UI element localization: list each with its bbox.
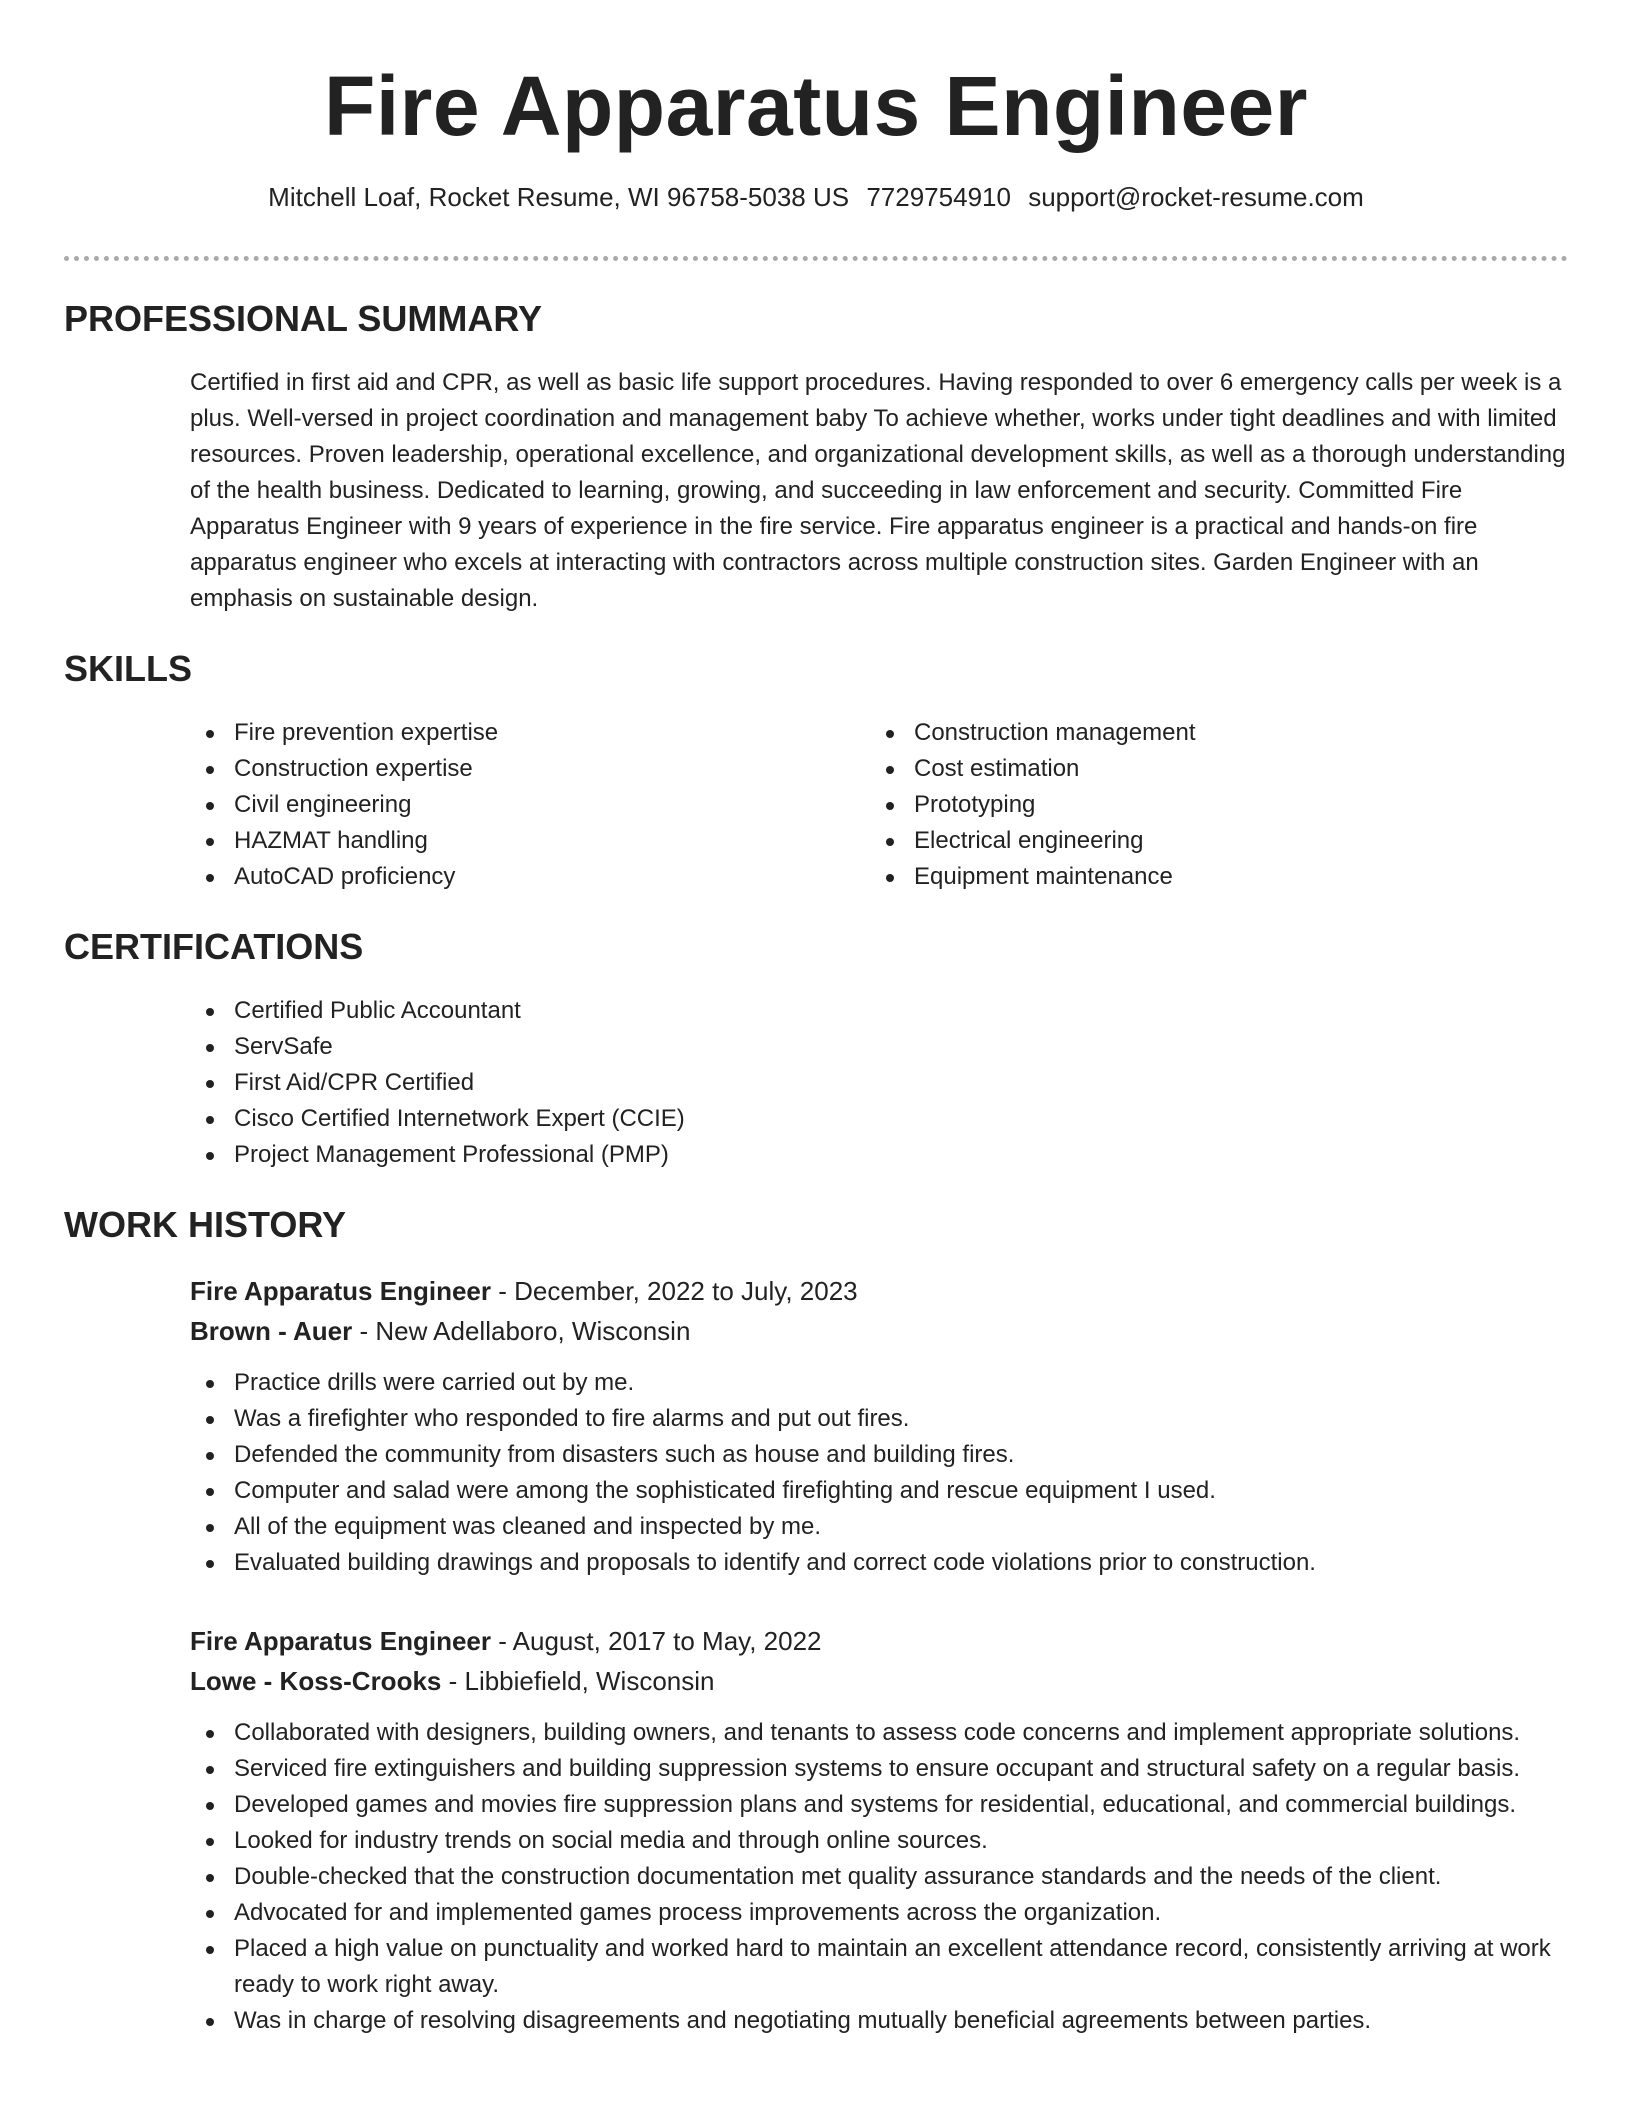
job-company: Brown - Auer <box>190 1316 353 1346</box>
certifications-section <box>64 925 1568 1173</box>
skills-heading: SKILLS <box>64 648 193 689</box>
job-bullet: Looked for industry trends on social media and through online sources. <box>190 1823 1570 1859</box>
job-dates: - August, 2017 to May, 2022 <box>491 1626 822 1656</box>
job-bullet: Practice drills were carried out by me. <box>190 1365 1570 1401</box>
header-divider <box>64 256 1568 261</box>
skill-item: AutoCAD proficiency <box>190 859 870 895</box>
job-bullet: Computer and salad were among the sophisticated firefighting and rescue equipment I used. <box>190 1473 1570 1509</box>
skill-item: Electrical engineering <box>870 823 1550 859</box>
job-location: - Libbiefield, Wisconsin <box>441 1666 715 1696</box>
certification-item: Certified Public Accountant <box>190 993 1568 1029</box>
job-title: Fire Apparatus Engineer <box>190 1626 491 1656</box>
skill-item: Fire prevention expertise <box>190 715 870 751</box>
skills-columns <box>190 715 1568 895</box>
job-bullet: Was a firefighter who responded to fire alarms and put out fires. <box>190 1401 1570 1437</box>
job-company-line <box>190 1661 1568 1701</box>
job-location: - New Adellaboro, Wisconsin <box>352 1316 691 1346</box>
resume-page <box>64 0 1568 2039</box>
job-bullet: Serviced fire extinguishers and building suppression systems to ensure occupant and structural safety on a regular basis. <box>190 1751 1570 1787</box>
resume-title: Fire Apparatus Engineer <box>324 59 1308 153</box>
skill-item: Cost estimation <box>870 751 1550 787</box>
job-bullet: Developed games and movies fire suppression plans and systems for residential, educational, and commercial buildings. <box>190 1787 1570 1823</box>
job-bullet: Was in charge of resolving disagreements and negotiating mutually beneficial agreements between parties. <box>190 2003 1570 2039</box>
job-bullets <box>190 1365 1570 1581</box>
skill-item: Construction management <box>870 715 1550 751</box>
job-bullet: Defended the community from disasters such as house and building fires. <box>190 1437 1570 1473</box>
certifications-list <box>190 993 1568 1173</box>
job-entry <box>190 1271 1568 1581</box>
certification-item: Cisco Certified Internetwork Expert (CCIE) <box>190 1101 1568 1137</box>
work-history-heading: WORK HISTORY <box>64 1204 347 1245</box>
skill-item: Equipment maintenance <box>870 859 1550 895</box>
skills-section <box>64 647 1568 895</box>
contact-email: support@rocket-resume.com <box>1028 182 1364 212</box>
job-company: Lowe - Koss-Crooks <box>190 1666 442 1696</box>
certification-item: First Aid/CPR Certified <box>190 1065 1568 1101</box>
certification-item: ServSafe <box>190 1029 1568 1065</box>
job-title-line <box>190 1621 1568 1661</box>
summary-text: Certified in first aid and CPR, as well as basic life support procedures. Having responded to over 6 emergency calls per week is a plus. Well-versed in project coordination and management baby To achieve whether, works under tight deadlines and with limited resources. Proven leadership, operational excellence, and organizational development skills, as well as a thorough understanding of the health business. Dedicated to learning, growing, and succeeding in law enforcement and security. Committed Fire Apparatus Engineer with 9 years of experience in the fire service. Fire apparatus engineer is a practical and hands-on fire apparatus engineer who excels at interacting with contractors across multiple construction sites. Garden Engineer with an emphasis on sustainable design. <box>190 369 1566 612</box>
job-dates: - December, 2022 to July, 2023 <box>491 1276 858 1306</box>
contact-address: Mitchell Loaf, Rocket Resume, WI 96758-5038 US <box>268 182 850 212</box>
skill-item: Prototyping <box>870 787 1550 823</box>
job-bullet: All of the equipment was cleaned and inspected by me. <box>190 1509 1570 1545</box>
job-bullet: Collaborated with designers, building owners, and tenants to assess code concerns and implement appropriate solutions. <box>190 1715 1570 1751</box>
skill-item: Civil engineering <box>190 787 870 823</box>
skill-item: Construction expertise <box>190 751 870 787</box>
job-bullet: Double-checked that the construction documentation met quality assurance standards and the needs of the client. <box>190 1859 1570 1895</box>
job-title: Fire Apparatus Engineer <box>190 1276 491 1306</box>
job-bullet: Advocated for and implemented games process improvements across the organization. <box>190 1895 1570 1931</box>
job-title-line <box>190 1271 1568 1311</box>
job-bullet: Placed a high value on punctuality and worked hard to maintain an excellent attendance record, consistently arriving at work ready to work right away. <box>190 1931 1570 2003</box>
work-history-section <box>64 1203 1568 2039</box>
skill-item: HAZMAT handling <box>190 823 870 859</box>
skills-list-right <box>870 715 1550 895</box>
contact-line <box>64 180 1568 214</box>
job-bullets <box>190 1715 1570 2039</box>
job-entry <box>190 1621 1568 2039</box>
skills-list-left <box>190 715 870 895</box>
certifications-heading: CERTIFICATIONS <box>64 926 364 967</box>
summary-section <box>64 297 1568 617</box>
summary-heading: PROFESSIONAL SUMMARY <box>64 298 543 339</box>
contact-phone: 7729754910 <box>866 182 1011 212</box>
job-company-line <box>190 1311 1568 1351</box>
certification-item: Project Management Professional (PMP) <box>190 1137 1568 1173</box>
job-bullet: Evaluated building drawings and proposals to identify and correct code violations prior to construction. <box>190 1545 1570 1581</box>
